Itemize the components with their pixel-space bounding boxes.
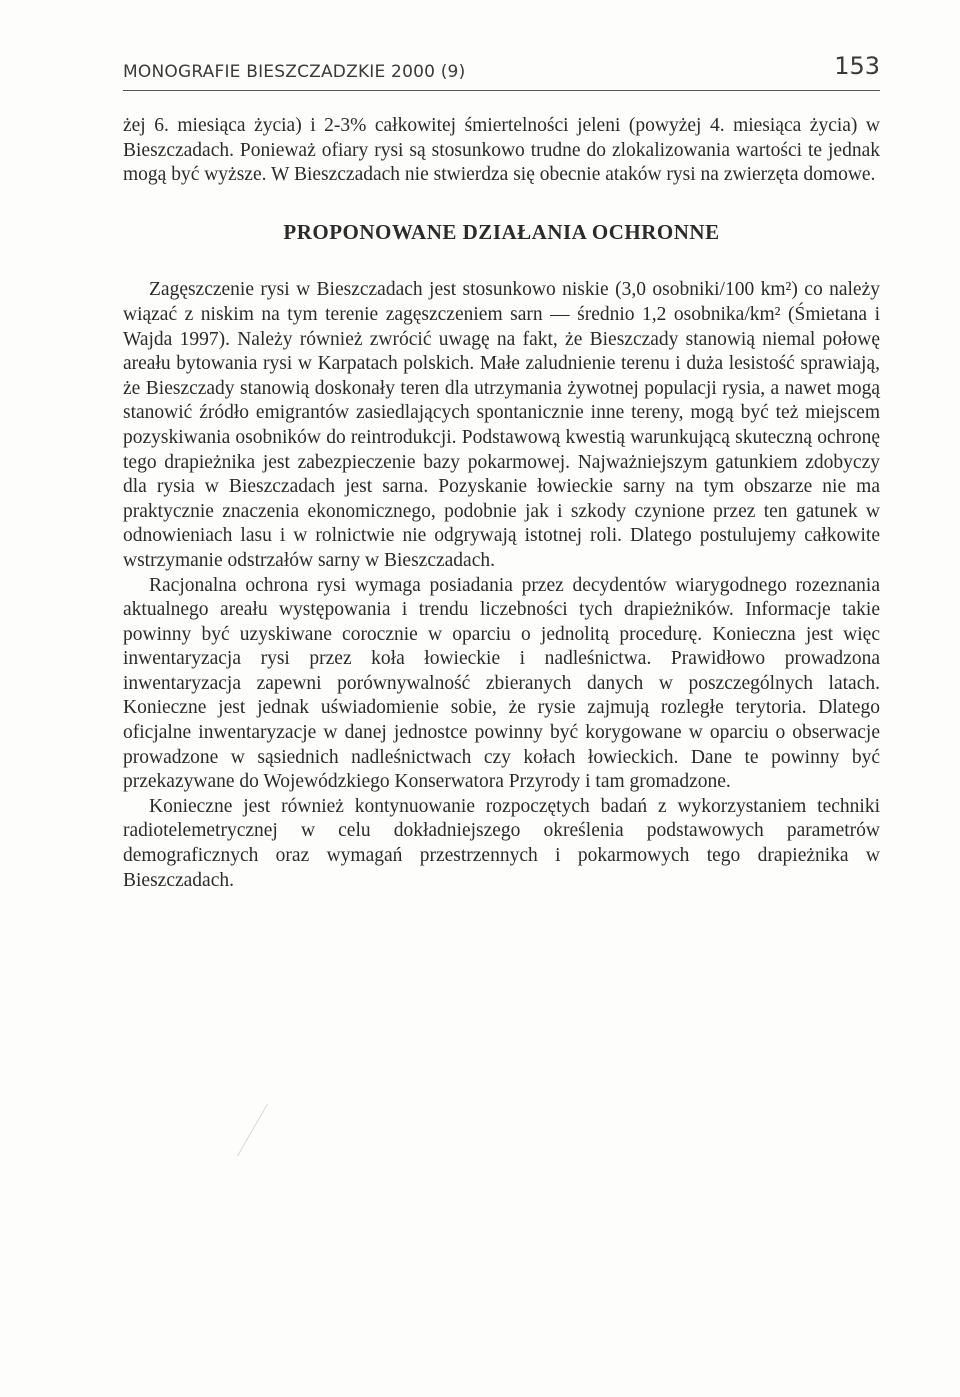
- journal-name: MONOGRAFIE BIESZCZADZKIE 2000 (9): [123, 62, 466, 82]
- section-heading: PROPONOWANE DZIAŁANIA OCHRONNE: [283, 219, 720, 244]
- pencil-mark: [237, 1104, 268, 1156]
- paragraph-continued: żej 6. miesiąca życia) i 2-3% całkowitej śmiertelności jeleni (powyżej 4. miesiąca życia) w Bieszczadach. Ponieważ ofiary rysi są stosunkowo trudne do zlokalizowania wartości te jednak mogą być wyższe. W Bieszczadach nie stwierdza się obecnie ataków rysi na zwierzęta domowe.: [123, 115, 880, 186]
- running-head: [123, 50, 880, 91]
- paragraph-inventory: Racjonalna ochrona rysi wymaga posiadania przez decydentów wiarygodnego rozeznania aktualnego areału występowania i trendu liczebności tych drapieżników. Informacje takie powinny być uzyskiwane corocznie w oparciu o jednolitą procedurę. Konieczna jest więc inwentaryzacja rysi przez koła łowieckie i nadleśnictwa. Prawidłowo prowadzona inwentaryzacja zapewni porównywalność zbieranych danych w poszczególnych latach. Konieczne jest jednak uświadomienie sobie, że rysie zajmują rozległe terytoria. Dlatego oficjalne inwentaryzacje w danej jednostce powinny być korygowane w oparciu o obserwacje prowadzone w sąsiednich nadleśnictwach czy kołach łowieckich. Dane te powinny być przekazywane do Wojewódzkiego Konserwatora Przyrody i tam gromadzone.: [123, 574, 880, 793]
- paragraph-density: Zagęszczenie rysi w Bieszczadach jest stosunkowo niskie (3,0 osobniki/100 km²) co należy wiązać z niskim na tym terenie zagęszczeniem sarn — średnio 1,2 osobnika/km² (Śmietana i Wajda 1997). Należy również zwrócić uwagę na fakt, że Bieszczady stanowią niemal połowę areału bytowania rysi w Karpatach polskich. Małe zaludnienie terenu i duża lesistość sprawiają, że Bieszczady stanowią doskonały teren dla utrzymania żywotnej populacji rysia, a nawet mogą stanowić źródło emigrantów zasiedlających spontanicznie inne tereny, mogą być też miejscem pozyskiwania osobników do reintrodukcji. Podstawową kwestią warunkującą skuteczną ochronę tego drapieżnika jest zabezpieczenie bazy pokarmowej. Najważniejszym gatunkiem zdobyczy dla rysia w Bieszczadach jest sarna. Pozyskanie łowieckie sarny na tym obszarze nie ma praktycznie znaczenia ekonomicznego, podobnie jak i szkody czynione przez ten gatunek w odnowieniach lasu i w rolnictwie nie odgrywają istotnej roli. Dlatego postulujemy całkowite wstrzymanie odstrzałów sarny w Bieszczadach.: [123, 279, 880, 571]
- paragraph-telemetry: Konieczne jest również kontynuowanie rozpoczętych badań z wykorzystaniem techniki radiotelemetrycznej w celu dokładniejszego określenia podstawowych parametrów demograficznych oraz wymagań przestrzennych i pokarmowych tego drapieżnika w Bieszczadach.: [123, 795, 880, 891]
- body-text: [123, 114, 880, 893]
- page-number: 153: [834, 52, 880, 80]
